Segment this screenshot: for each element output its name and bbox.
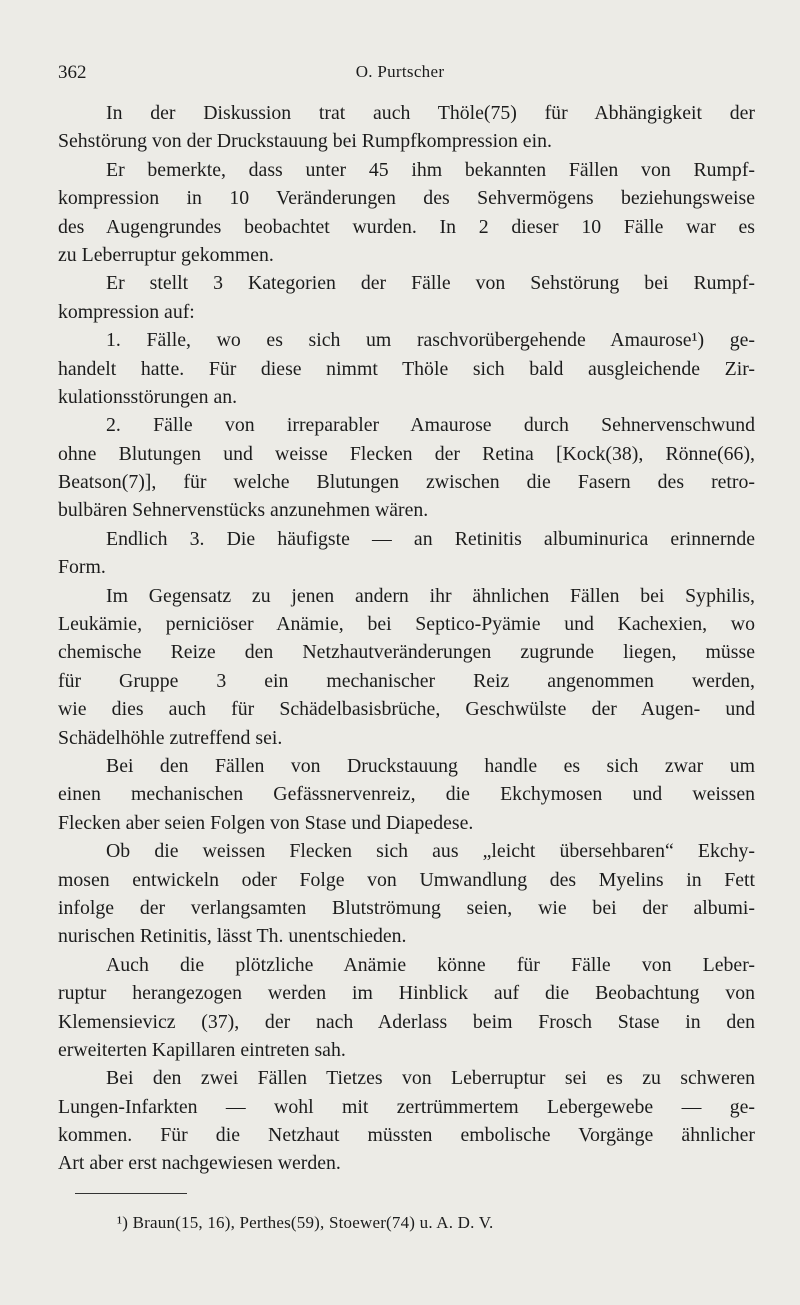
- text-line: des Augengrundes beobachtet wurden. In 2 dieser 10 Fälle war es: [58, 215, 755, 238]
- text-line: handelt hatte. Für diese nimmt Thöle sich bald ausgleichende Zir-: [58, 357, 755, 380]
- text-line: Form.: [58, 556, 106, 579]
- text-line: Schädelhöhle zutreffend sei.: [58, 726, 283, 749]
- text-line: Er bemerkte, dass unter 45 ihm bekannten Fällen von Rumpf-: [106, 158, 755, 181]
- text-line: nurischen Retinitis, lässt Th. unentschieden.: [58, 925, 407, 948]
- text-line: kulationsstörungen an.: [58, 385, 238, 408]
- text-line: Beatson(7)], für welche Blutungen zwischen die Fasern des retro-: [58, 471, 755, 494]
- running-head: O. Purtscher: [355, 62, 445, 81]
- body-text: [58, 99, 755, 1178]
- text-line: chemische Reize den Netzhautveränderungen zugrunde liegen, müsse: [58, 641, 755, 664]
- text-line: einen mechanischen Gefässnervenreiz, die Ekchymosen und weissen: [58, 783, 755, 806]
- text-line: In der Diskussion trat auch Thöle(75) für Abhängigkeit der: [106, 102, 755, 124]
- text-line: ohne Blutungen und weisse Flecken der Retina [Kock(38), Rönne(66),: [58, 442, 755, 465]
- text-line: ruptur herangezogen werden im Hinblick auf die Beobachtung von: [58, 982, 755, 1005]
- text-line: Lungen-Infarkten — wohl mit zertrümmertem Lebergewebe — ge-: [58, 1095, 755, 1118]
- text-line: Endlich 3. Die häufigste — an Retinitis albuminurica erinnernde: [106, 527, 755, 550]
- text-line: für Gruppe 3 ein mechanischer Reiz angenommen werden,: [58, 669, 755, 692]
- text-line: kommen. Für die Netzhaut müssten embolische Vorgänge ähnlicher: [58, 1124, 755, 1147]
- text-line: zu Leberruptur gekommen.: [58, 243, 274, 266]
- text-line: wie dies auch für Schädelbasisbrüche, Geschwülste der Augen- und: [58, 698, 755, 721]
- page-number: 362: [58, 62, 87, 83]
- text-line: Im Gegensatz zu jenen andern ihr ähnlichen Fällen bei Syphilis,: [106, 584, 755, 607]
- text-line: 1. Fälle, wo es sich um raschvorübergehende Amaurose¹) ge-: [106, 329, 755, 352]
- text-line: Auch die plötzliche Anämie könne für Fälle von Leber-: [106, 953, 755, 976]
- text-line: infolge der verlangsamten Blutströmung seien, wie bei der albumi-: [58, 896, 755, 919]
- text-line: Flecken aber seien Folgen von Stase und Diapedese.: [58, 811, 474, 834]
- text-line: Bei den zwei Fällen Tietzes von Leberruptur sei es zu schweren: [106, 1067, 755, 1090]
- text-line: Leukämie, perniciöser Anämie, bei Septico-Pyämie und Kachexien, wo: [58, 613, 755, 636]
- text-line: bulbären Sehnervenstücks anzunehmen wären.: [58, 499, 429, 522]
- text-line: Sehstörung von der Druckstauung bei Rumpfkompression ein.: [58, 130, 552, 153]
- footnote-divider: [75, 1193, 187, 1194]
- text-line: Art aber erst nachgewiesen werden.: [58, 1152, 341, 1175]
- text-line: 2. Fälle von irreparabler Amaurose durch Sehnervenschwund: [106, 414, 755, 437]
- text-line: kompression in 10 Veränderungen des Sehvermögens beziehungsweise: [58, 187, 755, 210]
- text-line: erweiterten Kapillaren eintreten sah.: [58, 1038, 346, 1061]
- text-line: Bei den Fällen von Druckstauung handle es sich zwar um: [106, 754, 755, 777]
- text-line: Ob die weissen Flecken sich aus „leicht übersehbaren“ Ekchy-: [106, 840, 755, 863]
- text-line: kompression auf:: [58, 300, 195, 323]
- footnote: ¹) Braun(15, 16), Perthes(59), Stoewer(74) u. A. D. V.: [117, 1213, 494, 1232]
- text-line: Klemensievicz (37), der nach Aderlass beim Frosch Stase in den: [58, 1010, 755, 1033]
- text-line: mosen entwickeln oder Folge von Umwandlung des Myelins in Fett: [58, 868, 755, 891]
- text-line: Er stellt 3 Kategorien der Fälle von Sehstörung bei Rumpf-: [106, 272, 755, 295]
